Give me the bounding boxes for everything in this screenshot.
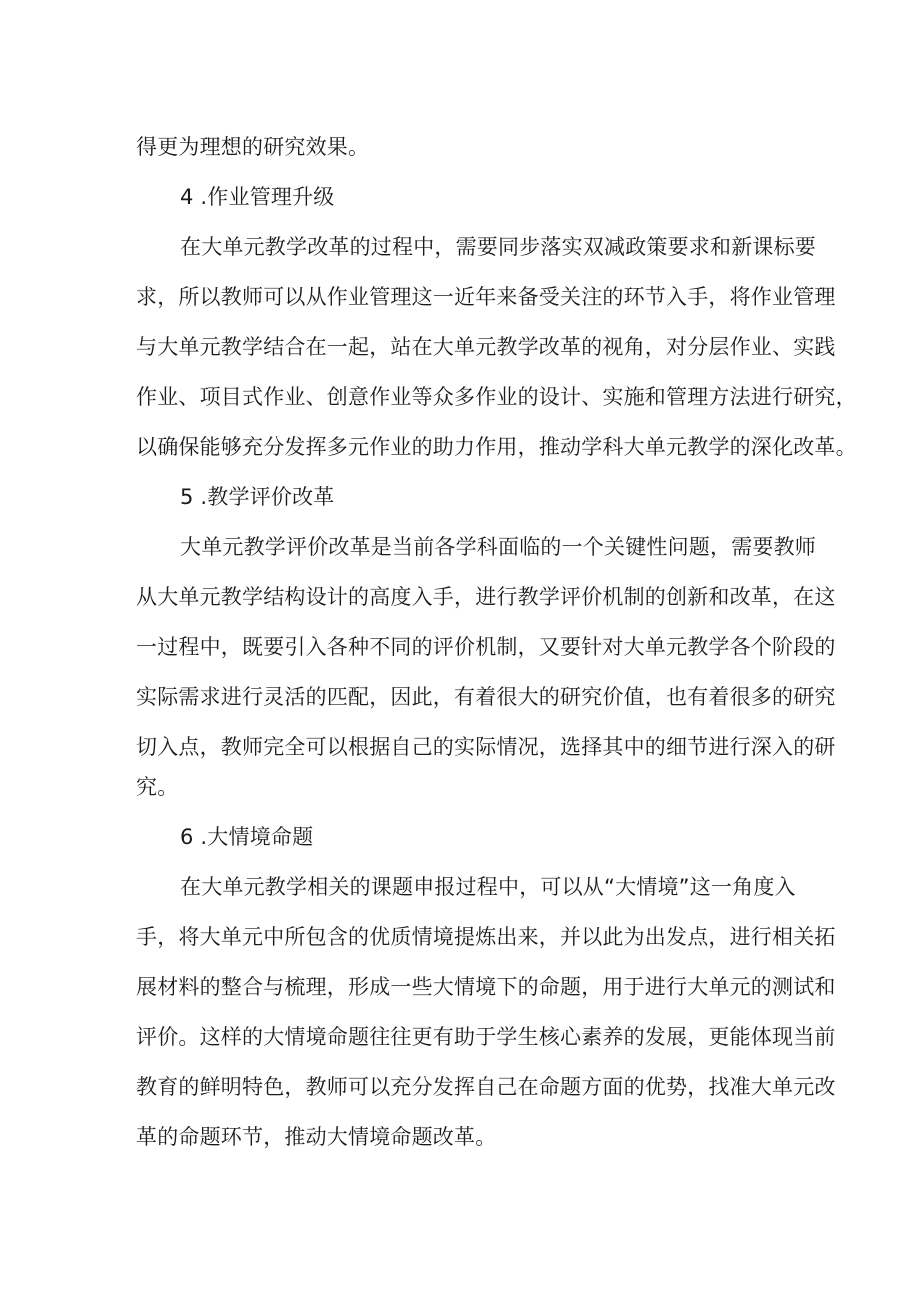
paragraph-line: 实际需求进行灵活的匹配，因此，有着很大的研究价值，也有着很多的研究 — [136, 685, 836, 709]
paragraph-line: 作业、项目式作业、创意作业等众多作业的设计、实施和管理方法进行研究， — [136, 385, 857, 409]
paragraph-line: 从大单元教学结构设计的高度入手，进行教学评价机制的创新和改革，在这 — [136, 585, 836, 609]
paragraph-line: 究。 — [136, 775, 179, 799]
paragraph-line: 切入点，教师完全可以根据自己的实际情况，选择其中的细节进行深入的研 — [136, 735, 836, 759]
section-heading-4: 4 .作业管理升级 — [180, 185, 335, 209]
paragraph-line: 教育的鲜明特色，教师可以充分发挥自己在命题方面的优势，找准大单元改 — [136, 1075, 836, 1099]
paragraph-line: 在大单元教学改革的过程中，需要同步落实双减政策要求和新课标要 — [180, 235, 816, 259]
paragraph-line: 评价。这样的大情境命题往往更有助于学生核心素养的发展，更能体现当前 — [136, 1025, 836, 1049]
paragraph-continuation-line: 得更为理想的研究效果。 — [136, 135, 370, 159]
paragraph-line: 一过程中，既要引入各种不同的评价机制，又要针对大单元教学各个阶段的 — [136, 635, 836, 659]
paragraph-line: 展材料的整合与梳理，形成一些大情境下的命题，用于进行大单元的测试和 — [136, 975, 836, 999]
paragraph-line: 以确保能够充分发挥多元作业的助力作用，推动学科大单元教学的深化改革。 — [136, 435, 857, 459]
paragraph-line: 大单元教学评价改革是当前各学科面临的一个关键性问题，需要教师 — [180, 535, 816, 559]
paragraph-line: 手，将大单元中所包含的优质情境提炼出来，并以此为出发点，进行相关拓 — [136, 925, 836, 949]
paragraph-line: 求，所以教师可以从作业管理这一近年来备受关注的环节入手，将作业管理 — [136, 285, 836, 309]
paragraph-line: 革的命题环节，推动大情境命题改革。 — [136, 1125, 497, 1149]
section-heading-6: 6 .大情境命题 — [180, 825, 314, 849]
paragraph-line: 在大单元教学相关的课题申报过程中，可以从“大情境”这一角度入 — [180, 875, 796, 899]
section-heading-5: 5 .教学评价改革 — [180, 485, 335, 509]
paragraph-line: 与大单元教学结合在一起，站在大单元教学改革的视角，对分层作业、实践 — [136, 335, 836, 359]
